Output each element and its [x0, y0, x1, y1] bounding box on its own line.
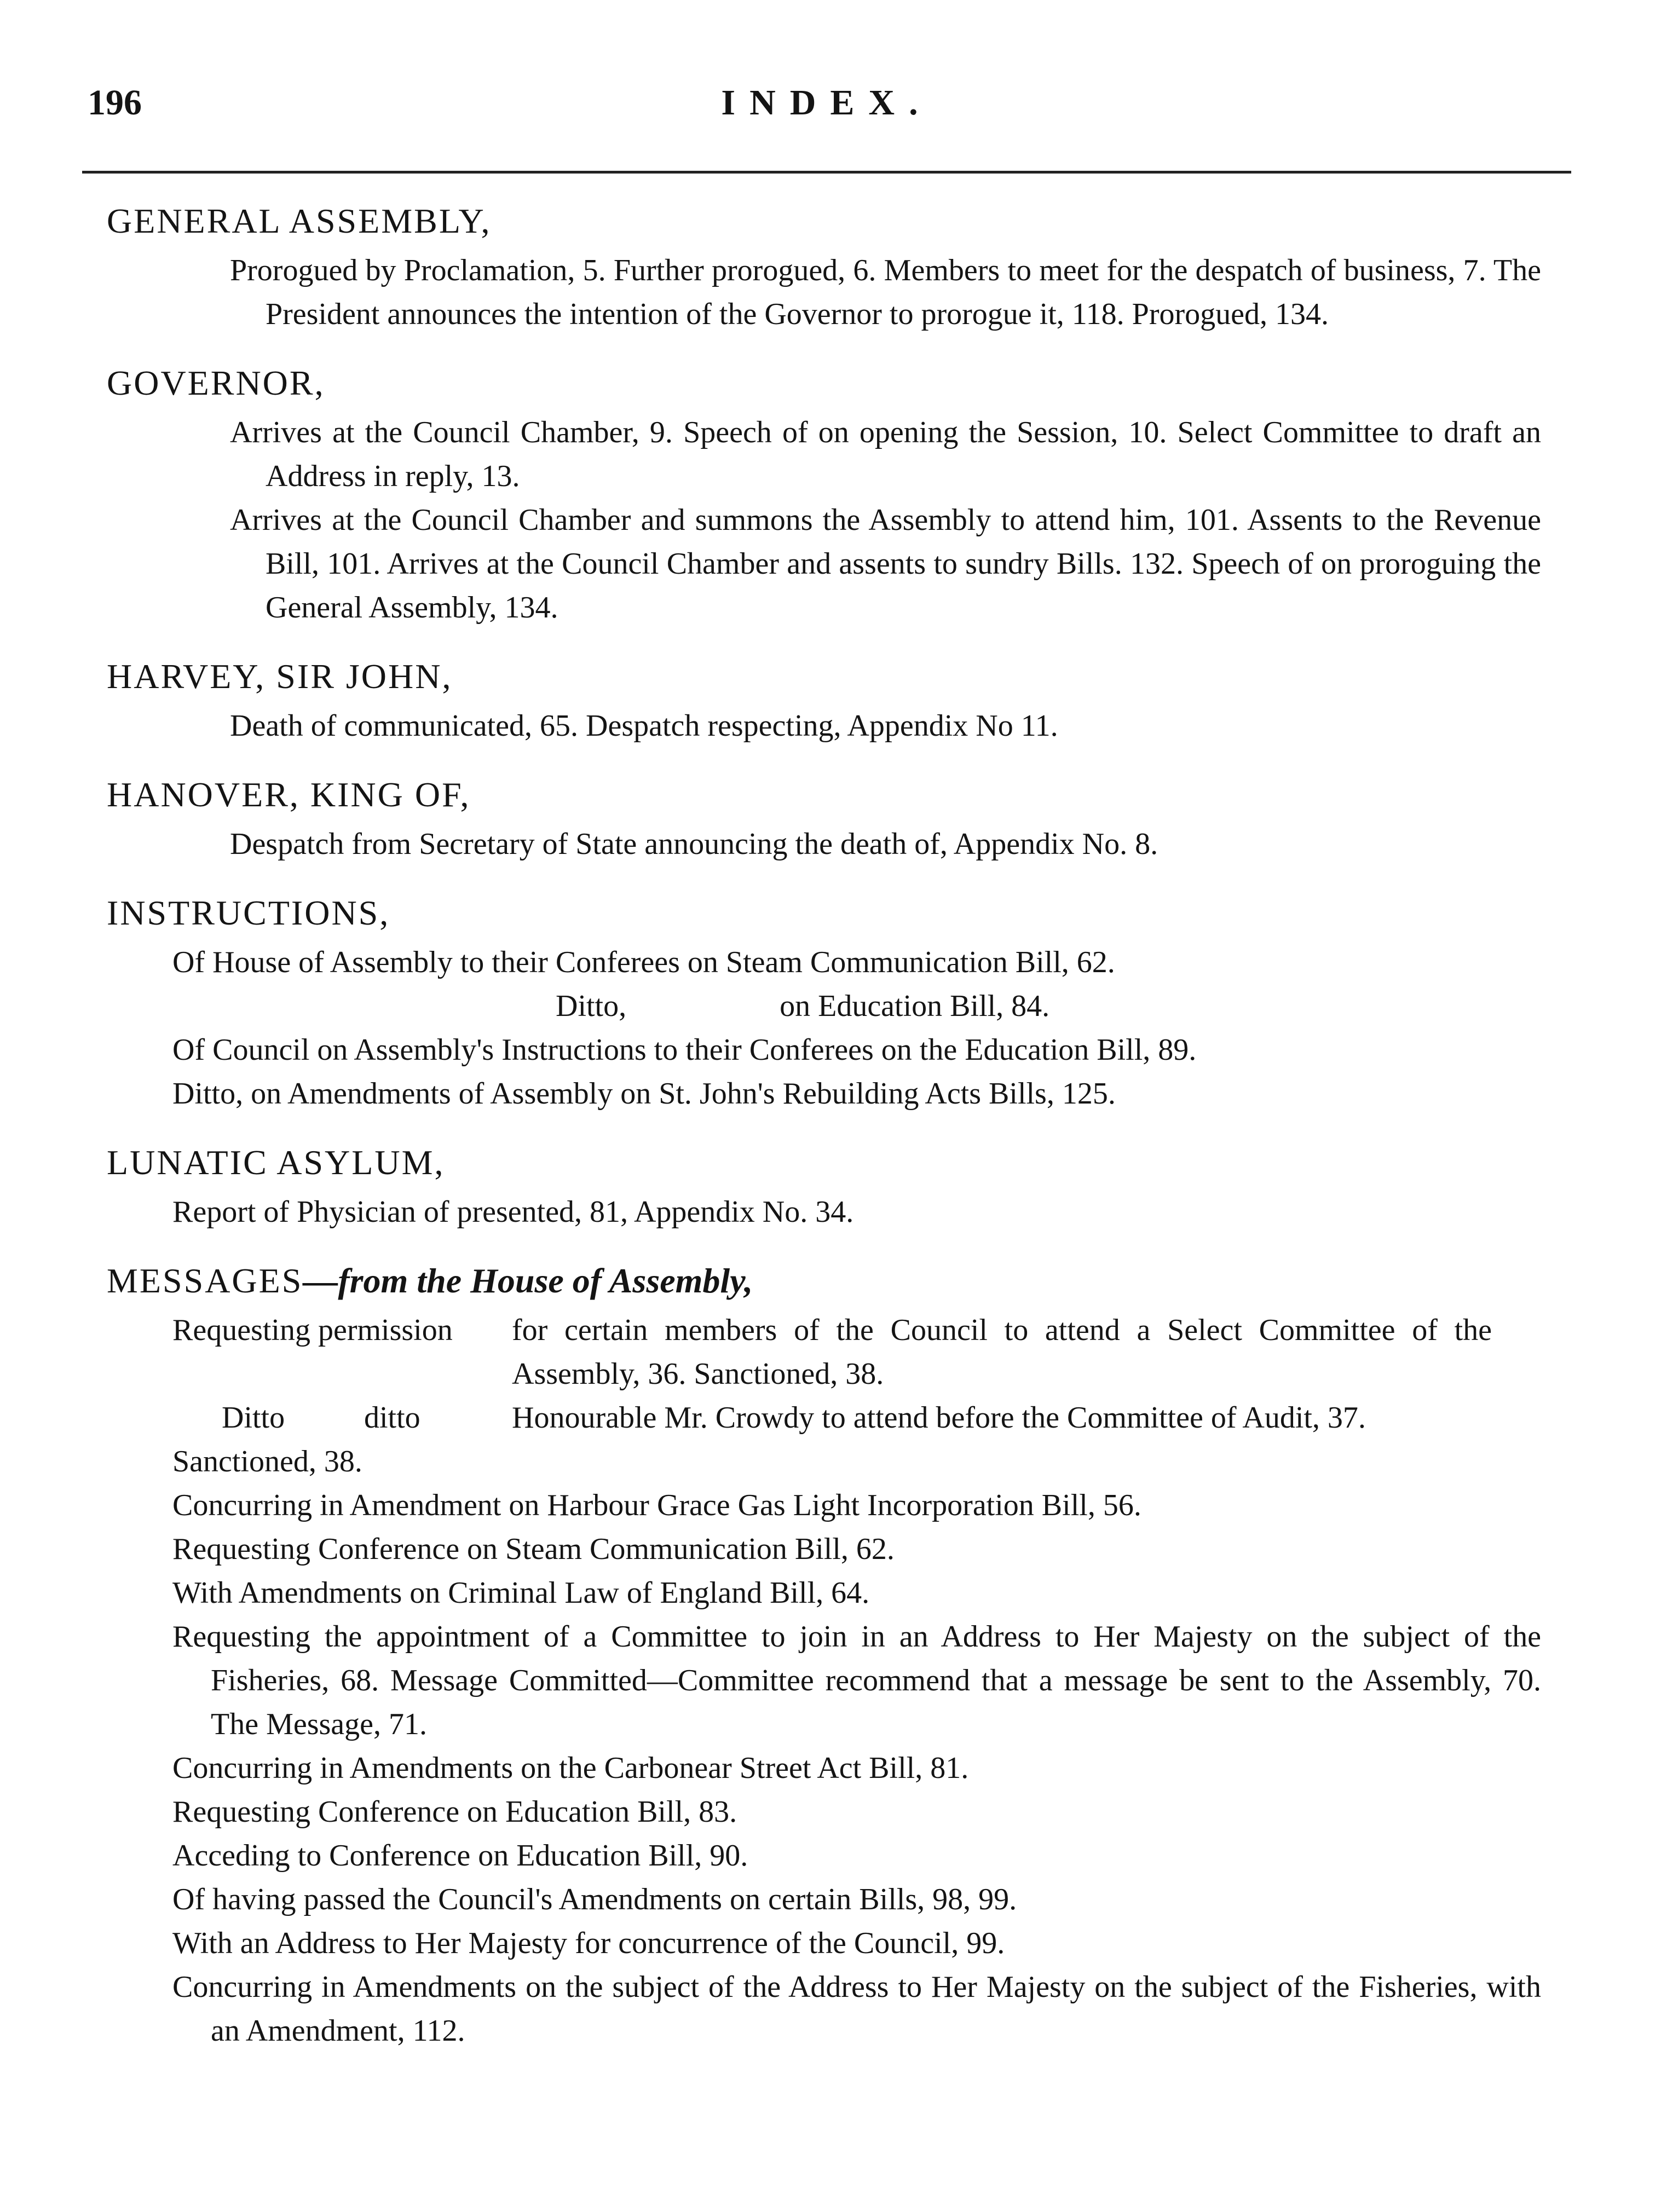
index-entry: Death of communicated, 65. Despatch respecting, Appendix No 11. [230, 709, 1058, 743]
entry-rest: for certain members of the Council to attend a Select Committee of the Assembly, 36. Sanctioned, 38. [512, 1313, 1492, 1391]
section-heading [107, 1257, 1541, 1305]
index-entry: Concurring in Amendments on the Carbonear Street Act Bill, 81. [172, 1751, 969, 1785]
index-section-instructions [107, 889, 1541, 1116]
index-entry: Sanctioned, 38. [172, 1445, 362, 1478]
ditto-word: Ditto [222, 1401, 285, 1435]
index-entry: Concurring in Amendment on Harbour Grace Gas Light Incorporation Bill, 56. [172, 1488, 1141, 1522]
section-heading: HARVEY, SIR JOHN, [107, 657, 453, 696]
index-entry: With an Address to Her Majesty for concurrence of the Council, 99. [172, 1926, 1005, 1960]
index-entry [172, 1396, 1541, 1440]
index-entry: Report of Physician of presented, 81, Appendix No. 34. [172, 1195, 854, 1229]
section-heading: LUNATIC ASYLUM, [107, 1143, 445, 1182]
messages-heading-italic: —from the House of Assembly, [303, 1261, 753, 1300]
index-entry: Concurring in Amendments on the subject of the Address to Her Majesty on the subject of the Fisheries, with an Amendment, 112. [172, 1970, 1541, 2048]
index-entry [172, 1308, 1541, 1396]
section-heading: HANOVER, KING OF, [107, 775, 471, 814]
index-entry: Arrives at the Council Chamber and summons the Assembly to attend him, 101. Assents to the Revenue Bill, 101. Arrives at the Council Chamber and assents to sundry Bills. 132. Speech of on proroguing the General Assembly, 134. [230, 503, 1541, 625]
index-entry: Of Council on Assembly's Instructions to their Conferees on the Education Bill, 89. [172, 1033, 1197, 1067]
index-entry: Ditto, on Amendments of Assembly on St. John's Rebuilding Acts Bills, 125. [172, 1077, 1116, 1111]
entry-lead: Requesting permission [172, 1313, 453, 1347]
running-title: INDEX. [721, 83, 932, 123]
index-entry: Ditto, on Education Bill, 84. [556, 989, 1050, 1023]
entry-lead [172, 1396, 512, 1440]
index-section-governor [107, 359, 1541, 629]
index-entry: Acceding to Conference on Education Bill, 90. [172, 1839, 748, 1873]
header-rule [82, 171, 1571, 174]
index-section-harvey [107, 652, 1541, 748]
index-content [107, 197, 1541, 2076]
section-heading: INSTRUCTIONS, [107, 893, 390, 932]
index-section-messages [107, 1257, 1541, 2053]
entry-rest: Honourable Mr. Crowdy to attend before the Committee of Audit, 37. [512, 1401, 1366, 1435]
index-entry: Of House of Assembly to their Conferees on Steam Communication Bill, 62. [172, 945, 1115, 979]
section-heading: GOVERNOR, [107, 363, 325, 402]
index-section-lunatic-asylum [107, 1139, 1541, 1234]
index-section-hanover [107, 771, 1541, 866]
page-header [88, 82, 1566, 142]
index-section-general-assembly [107, 197, 1541, 336]
index-entry: Prorogued by Proclamation, 5. Further prorogued, 6. Members to meet for the despatch of business, 7. The President announces the intention of the Governor to prorogue it, 118. Prorogued, 134. [230, 253, 1541, 331]
index-entry: Requesting Conference on Education Bill, 83. [172, 1795, 737, 1829]
index-entry: Requesting the appointment of a Committee to join in an Address to Her Majesty on the subject of the Fisheries, 68. Message Committed—Committee recommend that a message be sent to the Assembly, 70. The Message, 71. [172, 1620, 1541, 1741]
index-entry: Arrives at the Council Chamber, 9. Speech of on opening the Session, 10. Select Committee to draft an Address in reply, 13. [230, 415, 1541, 493]
page-number: 196 [88, 83, 142, 123]
index-entry: Despatch from Secretary of State announcing the death of, Appendix No. 8. [230, 827, 1158, 861]
messages-heading-main: MESSAGES [107, 1261, 303, 1300]
index-entry: With Amendments on Criminal Law of England Bill, 64. [172, 1576, 870, 1610]
index-entry: Requesting Conference on Steam Communication Bill, 62. [172, 1532, 895, 1566]
section-heading: GENERAL ASSEMBLY, [107, 201, 492, 240]
index-entry: Of having passed the Council's Amendments on certain Bills, 98, 99. [172, 1882, 1017, 1916]
ditto-word: ditto [364, 1401, 420, 1435]
